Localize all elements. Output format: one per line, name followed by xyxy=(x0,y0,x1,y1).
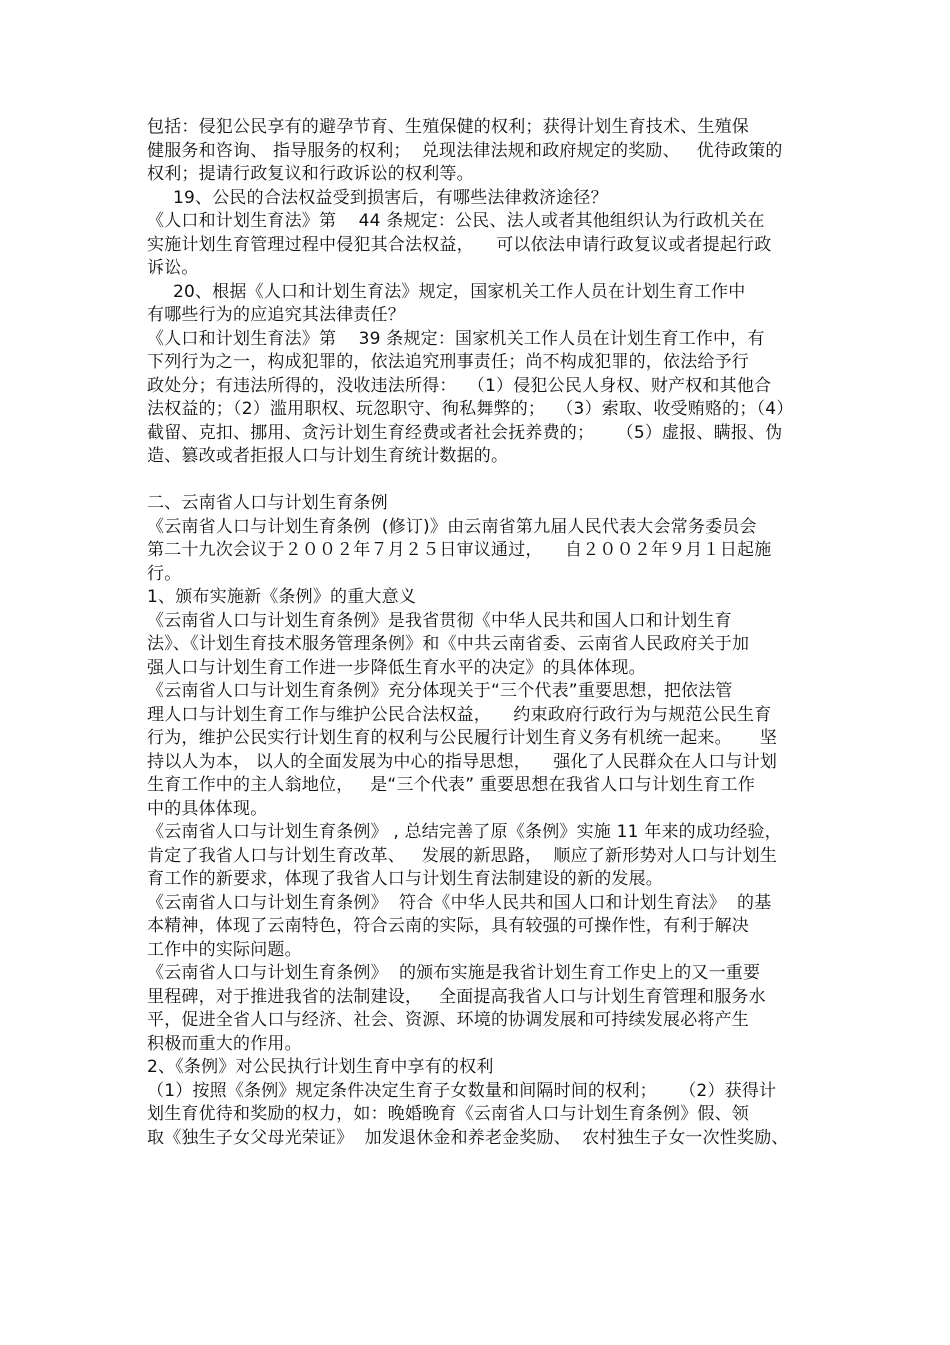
text-line: 下列行为之一，构成犯罪的，依法追究刑事责任；尚不构成犯罪的，依法给予行 xyxy=(147,352,749,372)
text-line: 取《独生子女父母光荣证》 加发退休金和养老金奖励、 农村独生子女一次性奖励、 xyxy=(147,1127,789,1148)
text-line: 工作中的实际问题。 xyxy=(147,939,302,960)
text-line: 《云南省人口与计划生育条例》 , 总结完善了原《条例》实施 11 年来的成功经验， xyxy=(147,822,782,842)
document-body xyxy=(147,116,827,1150)
text-line: 实施计划生育管理过程中侵犯其合法权益， 可以依法申请行政复议或者提起行政 xyxy=(147,234,772,255)
text-line: 截留、克扣、挪用、贪污计划生育经费或者社会抚养费的； （5）虚报、瞒报、伪 xyxy=(147,422,783,443)
text-line: 肯定了我省人口与计划生育改革、 发展的新思路， 顺应了新形势对人口与计划生 xyxy=(147,845,778,866)
text-line: 20、根据《人口和计划生育法》规定，国家机关工作人员在计划生育工作中 xyxy=(173,281,746,302)
text-line: 平，促进全省人口与经济、社会、资源、环境的协调发展和可持续发展必将产生 xyxy=(147,1010,749,1030)
text-line: 权利；提请行政复议和行政诉讼的权利等。 xyxy=(147,164,474,184)
text-line: 19、公民的合法权益受到损害后，有哪些法律救济途径？ xyxy=(173,187,608,208)
text-line: 《云南省人口与计划生育条例》是我省贯彻《中华人民共和国人口和计划生育 xyxy=(147,610,732,631)
text-line: 行。 xyxy=(147,563,182,584)
text-line: 《云南省人口与计划生育条例 (修订)》由云南省第九届人民代表大会常务委员会 xyxy=(147,516,757,537)
text-line: 政处分；有违法所得的，没收违法所得： （1）侵犯公民人身权、财产权和其他合 xyxy=(147,375,772,396)
text-line: 积极而重大的作用。 xyxy=(147,1033,302,1054)
text-line: 《人口和计划生育法》第 39 条规定：国家机关工作人员在计划生育工作中，有 xyxy=(147,328,765,349)
text-line: 1、颁布实施新《条例》的重大意义 xyxy=(147,587,417,607)
text-line: 行为，维护公民实行计划生育的权利与公民履行计划生育义务有机统一起来。 坚 xyxy=(147,728,778,748)
text-line: 本精神，体现了云南特色，符合云南的实际，具有较强的可操作性，有利于解决 xyxy=(147,916,749,936)
text-line: 划生育优待和奖励的权力，如：晚婚晚育《云南省人口与计划生育条例》假、领 xyxy=(147,1104,749,1124)
text-line: 2、《条例》对公民执行计划生育中享有的权利 xyxy=(147,1057,494,1077)
text-line: 《云南省人口与计划生育条例》 的颁布实施是我省计划生育工作史上的又一重要 xyxy=(147,963,761,983)
text-line: 中的具体体现。 xyxy=(147,798,268,819)
text-line: 第二十九次会议于２００２年７月２５日审议通过， 自２００２年９月１日起施 xyxy=(147,540,772,560)
text-line: 法》、《计划生育技术服务管理条例》和《中共云南省委、云南省人民政府关于加 xyxy=(147,634,750,654)
text-line: 健服务和咨询、 指导服务的权利； 兑现法律法规和政府规定的奖励、 优待政策的 xyxy=(147,140,783,161)
text-line: 《人口和计划生育法》第 44 条规定：公民、法人或者其他组织认为行政机关在 xyxy=(147,211,765,231)
text-line: 《云南省人口与计划生育条例》充分体现关于“三个代表”重要思想，把依法管 xyxy=(147,681,733,701)
text-line: 里程碑，对于推进我省的法制建设， 全面提高我省人口与计划生育管理和服务水 xyxy=(147,986,766,1007)
text-line: （1）按照《条例》规定条件决定生育子女数量和间隔时间的权利； （2）获得计 xyxy=(147,1080,777,1101)
text-line: 包括：侵犯公民享有的避孕节育、生殖保健的权利；获得计划生育技术、生殖保 xyxy=(147,117,749,137)
text-line: 育工作的新要求，体现了我省人口与计划生育法制建设的新的发展。 xyxy=(147,869,663,889)
text-line: 二、云南省人口与计划生育条例 xyxy=(147,493,388,513)
text-line: 有哪些行为的应追究其法律责任？ xyxy=(147,305,405,325)
text-line: 理人口与计划生育工作与维护公民合法权益， 约束政府行政行为与规范公民生育 xyxy=(147,704,772,725)
text-line: 造、篡改或者拒报人口与计划生育统计数据的。 xyxy=(147,446,509,466)
text-line: 持以人为本， 以人的全面发展为中心的指导思想， 强化了人民群众在人口与计划 xyxy=(147,751,778,772)
text-line: 生育工作中的主人翁地位， 是“三个代表” 重要思想在我省人口与计划生育工作 xyxy=(147,775,756,795)
text-line: 诉讼。 xyxy=(147,258,199,278)
text-line: 法权益的；（2）滥用职权、玩忽职守、徇私舞弊的； （3）索取、收受贿赂的；（4） xyxy=(147,399,794,419)
blank-line xyxy=(147,469,827,493)
text-line: 《云南省人口与计划生育条例》 符合《中华人民共和国人口和计划生育法》 的基 xyxy=(147,892,772,913)
text-line: 强人口与计划生育工作进一步降低生育水平的决定》的具体体现。 xyxy=(147,657,646,678)
